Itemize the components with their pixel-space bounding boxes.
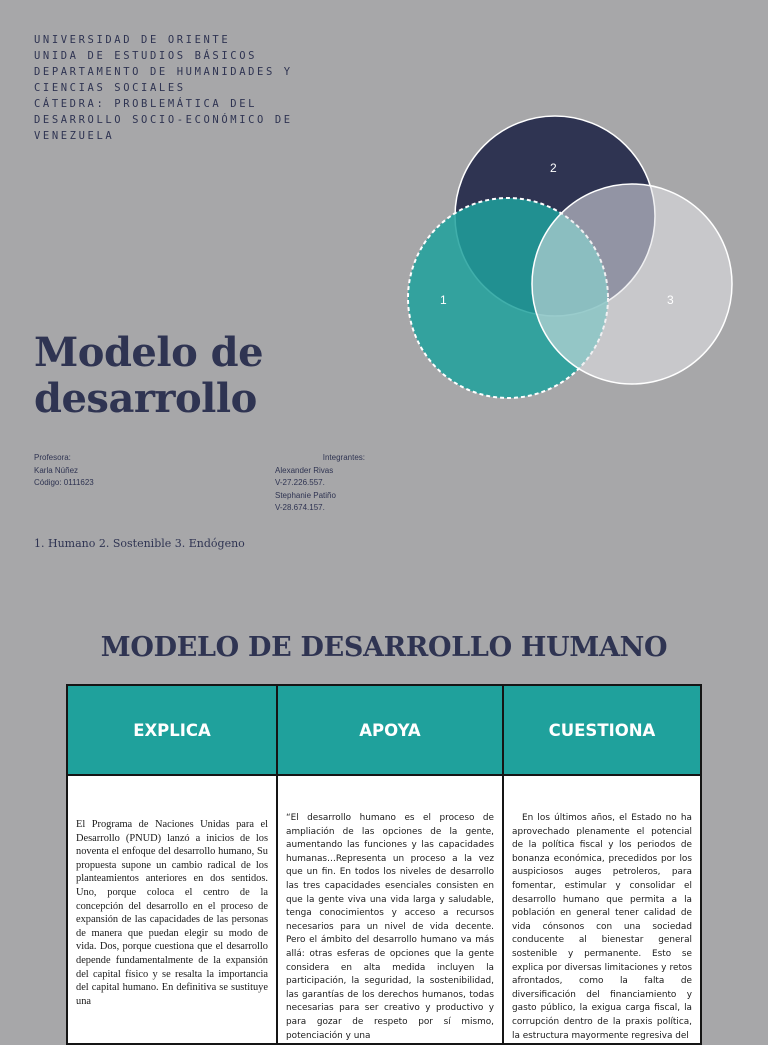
comparison-table bbox=[66, 684, 702, 1045]
header-line: UNIDA DE ESTUDIOS BÁSICOS bbox=[34, 50, 258, 62]
header-cuestiona: CUESTIONA bbox=[503, 685, 701, 775]
members-label: Integrantes: bbox=[322, 453, 365, 462]
header-line: DEPARTAMENTO DE HUMANIDADES Y bbox=[34, 66, 293, 78]
member-line: V-27.226.557. bbox=[275, 478, 325, 487]
professor-label: Profesora: bbox=[34, 453, 71, 462]
header-line: CIENCIAS SOCIALES bbox=[34, 82, 186, 94]
header-apoya: APOYA bbox=[277, 685, 503, 775]
table-cell bbox=[67, 775, 277, 1044]
members-info bbox=[275, 452, 365, 515]
professor-name: Karla Núñez bbox=[34, 465, 79, 475]
explica-text: El Programa de Naciones Unidas para el Desarrollo (PNUD) lanzó a inicios de los noventa el enfoque del desarrollo humano, Su propuesta supone un cambio radical de los planteamientos anteriores en dos sentidos. Uno, porque coloca el centro de la concepción del desarrollo en el proceso de expansión de las capacidades de las personas de manera que puedan elegir su modo de vida. Dos, porque cuestiona que el desarrollo depende fundamentalmente de la expansión del capital físico y se resalta la importancia del capital humano. En definitiva se sustituye una bbox=[76, 819, 268, 1007]
member-line: V-28.674.157. bbox=[275, 503, 325, 512]
venn-label-2: 2 bbox=[550, 161, 557, 175]
header-line: CÁTEDRA: PROBLEMÁTICA DEL bbox=[34, 98, 258, 110]
section-title: MODELO DE DESARROLLO HUMANO bbox=[100, 632, 668, 663]
professor-info bbox=[34, 452, 94, 490]
header-explica: EXPLICA bbox=[67, 685, 277, 775]
title-line-2: desarrollo bbox=[34, 375, 257, 422]
member-line: Alexander Rivas bbox=[275, 465, 334, 475]
table-cell bbox=[277, 775, 503, 1044]
venn-label-1: 1 bbox=[440, 293, 447, 307]
professor-code: Código: 0111623 bbox=[34, 478, 94, 487]
venn-label-3: 3 bbox=[667, 293, 674, 307]
institution-header bbox=[34, 32, 334, 144]
table-cell bbox=[503, 775, 701, 1044]
venn-legend: 1. Humano 2. Sostenible 3. Endógeno bbox=[34, 537, 245, 550]
table-row bbox=[67, 775, 701, 1044]
member-line: Stephanie Patiño bbox=[275, 490, 336, 500]
venn-diagram bbox=[400, 108, 740, 408]
header-line: DESARROLLO SOCIO-ECONÓMICO DE bbox=[34, 114, 293, 126]
document-title bbox=[34, 330, 263, 422]
table-header-row bbox=[67, 685, 701, 775]
apoya-text: “El desarrollo humano es el proceso de ampliación de las opciones de la gente, aumentando las funciones y las capacidades humanas…Representa un proceso a la vez que un fin. En todos los niveles de desarrollo las tres capacidades esenciales consisten en que la gente viva una vida larga y saludable, tenga conocimientos y acceso a recursos necesarios para un nivel de vida decente. Pero el ámbito del desarrollo humano va más allá: otras esferas de opciones que la gente considera en alta medida incluyen la participación, la seguridad, la sostenibilidad, las garantías de los derechos humanos, todas necesarias para ser creativo y productivo y para gozar de respeto por sí mismo, potenciación y una bbox=[286, 813, 494, 1041]
cuestiona-text: En los últimos años, el Estado no ha aprovechado plenamente el potencial de la política fiscal y los periodos de bonanza económica, precedidos por los auspiciosos auges petroleros, para fomentar, estimular y consolidar el desarrollo humano que permita a la población en general tener calidad de vida cónsonos con una sociedad conducente al bienestar general sostenible y permanente. Esto se explica por diversas limitaciones y retos afrontados, como la falta de diversificación del financiamiento y gasto público, la exigua carga fiscal, la corrupción dentro de la praxis política, la estructura mayormente regresiva del bbox=[512, 813, 692, 1041]
venn-circle-3 bbox=[532, 184, 732, 384]
header-line: UNIVERSIDAD DE ORIENTE bbox=[34, 34, 231, 46]
title-line-1: Modelo de bbox=[34, 329, 264, 376]
header-line: VENEZUELA bbox=[34, 130, 115, 142]
